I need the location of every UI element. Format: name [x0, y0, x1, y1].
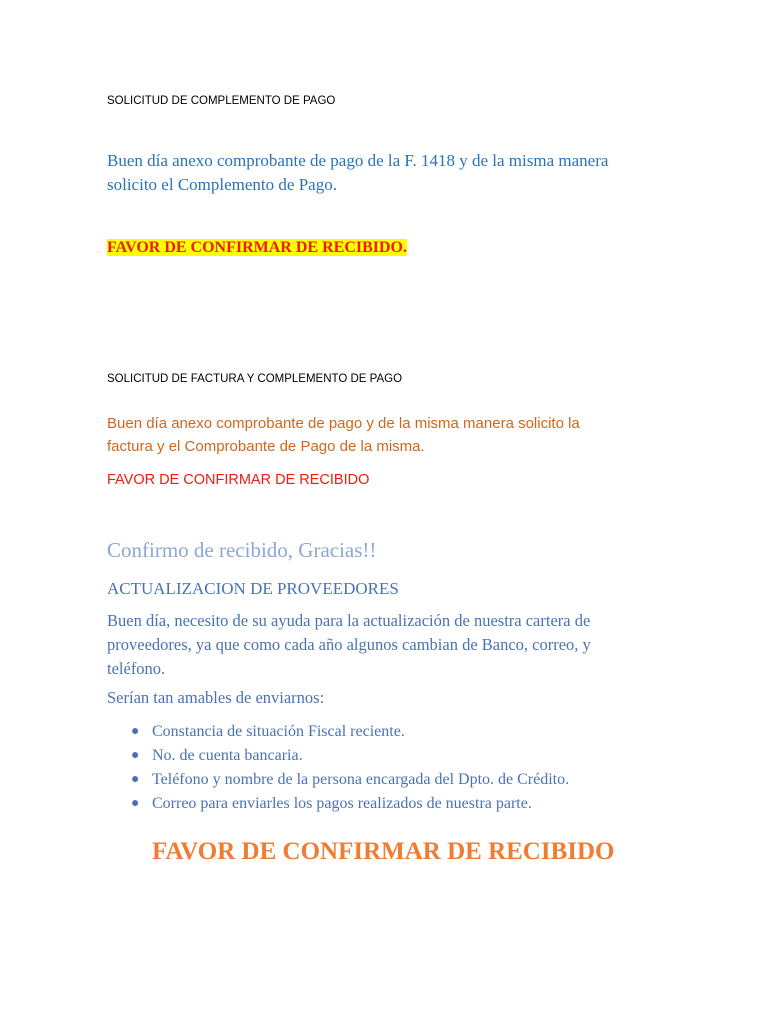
- paragraph-proveedores: [107, 609, 591, 681]
- list-item: [107, 744, 707, 768]
- section-heading-factura: SOLICITUD DE FACTURA Y COMPLEMENTO DE PAGO: [107, 373, 403, 385]
- request-intro: Serían tan amables de enviarnos:: [107, 688, 325, 707]
- list-item: [107, 720, 707, 744]
- paragraph-line: teléfono.: [107, 659, 166, 678]
- list-item: [107, 792, 707, 816]
- paragraph-request-complemento: [107, 149, 608, 197]
- bullet-icon: ●: [131, 748, 140, 763]
- confirm-receipt-orange: FAVOR DE CONFIRMAR DE RECIBIDO: [152, 838, 615, 865]
- paragraph-line: Buen día anexo comprobante de pago de la F. 1418 y de la misma manera: [107, 151, 609, 170]
- paragraph-line: factura y el Comprobante de Pago de la misma.: [107, 438, 425, 455]
- bullet-icon: ●: [131, 772, 140, 787]
- paragraph-line: Buen día anexo comprobante de pago y de la misma manera solicito la: [107, 415, 580, 432]
- list-item: [107, 768, 707, 792]
- paragraph-line: solicito el Complemento de Pago.: [107, 175, 337, 194]
- paragraph-line: Buen día, necesito de su ayuda para la actualización de nuestra cartera de: [107, 611, 591, 630]
- paragraph-line: proveedores, ya que como cada año algunos cambian de Banco, correo, y: [107, 635, 591, 654]
- list-item-text: Correo para enviarles los pagos realizados de nuestra parte.: [152, 795, 532, 812]
- list-item-text: Teléfono y nombre de la persona encargada del Dpto. de Crédito.: [152, 771, 570, 788]
- bullet-icon: ●: [131, 796, 140, 811]
- bullet-icon: ●: [131, 724, 140, 739]
- highlighted-text: FAVOR DE CONFIRMAR DE RECIBIDO.: [107, 239, 407, 256]
- section-heading-proveedores: ACTUALIZACION DE PROVEEDORES: [107, 579, 399, 598]
- list-item-text: No. de cuenta bancaria.: [152, 747, 303, 764]
- reply-confirmation: Confirmo de recibido, Gracias!!: [107, 538, 377, 562]
- paragraph-request-factura: [107, 412, 580, 458]
- confirm-receipt-red: FAVOR DE CONFIRMAR DE RECIBIDO: [107, 472, 370, 488]
- requested-documents-list: [107, 720, 707, 816]
- confirm-receipt-highlighted: [107, 238, 407, 258]
- section-heading-complemento: SOLICITUD DE COMPLEMENTO DE PAGO: [107, 95, 336, 107]
- list-item-text: Constancia de situación Fiscal reciente.: [152, 723, 405, 740]
